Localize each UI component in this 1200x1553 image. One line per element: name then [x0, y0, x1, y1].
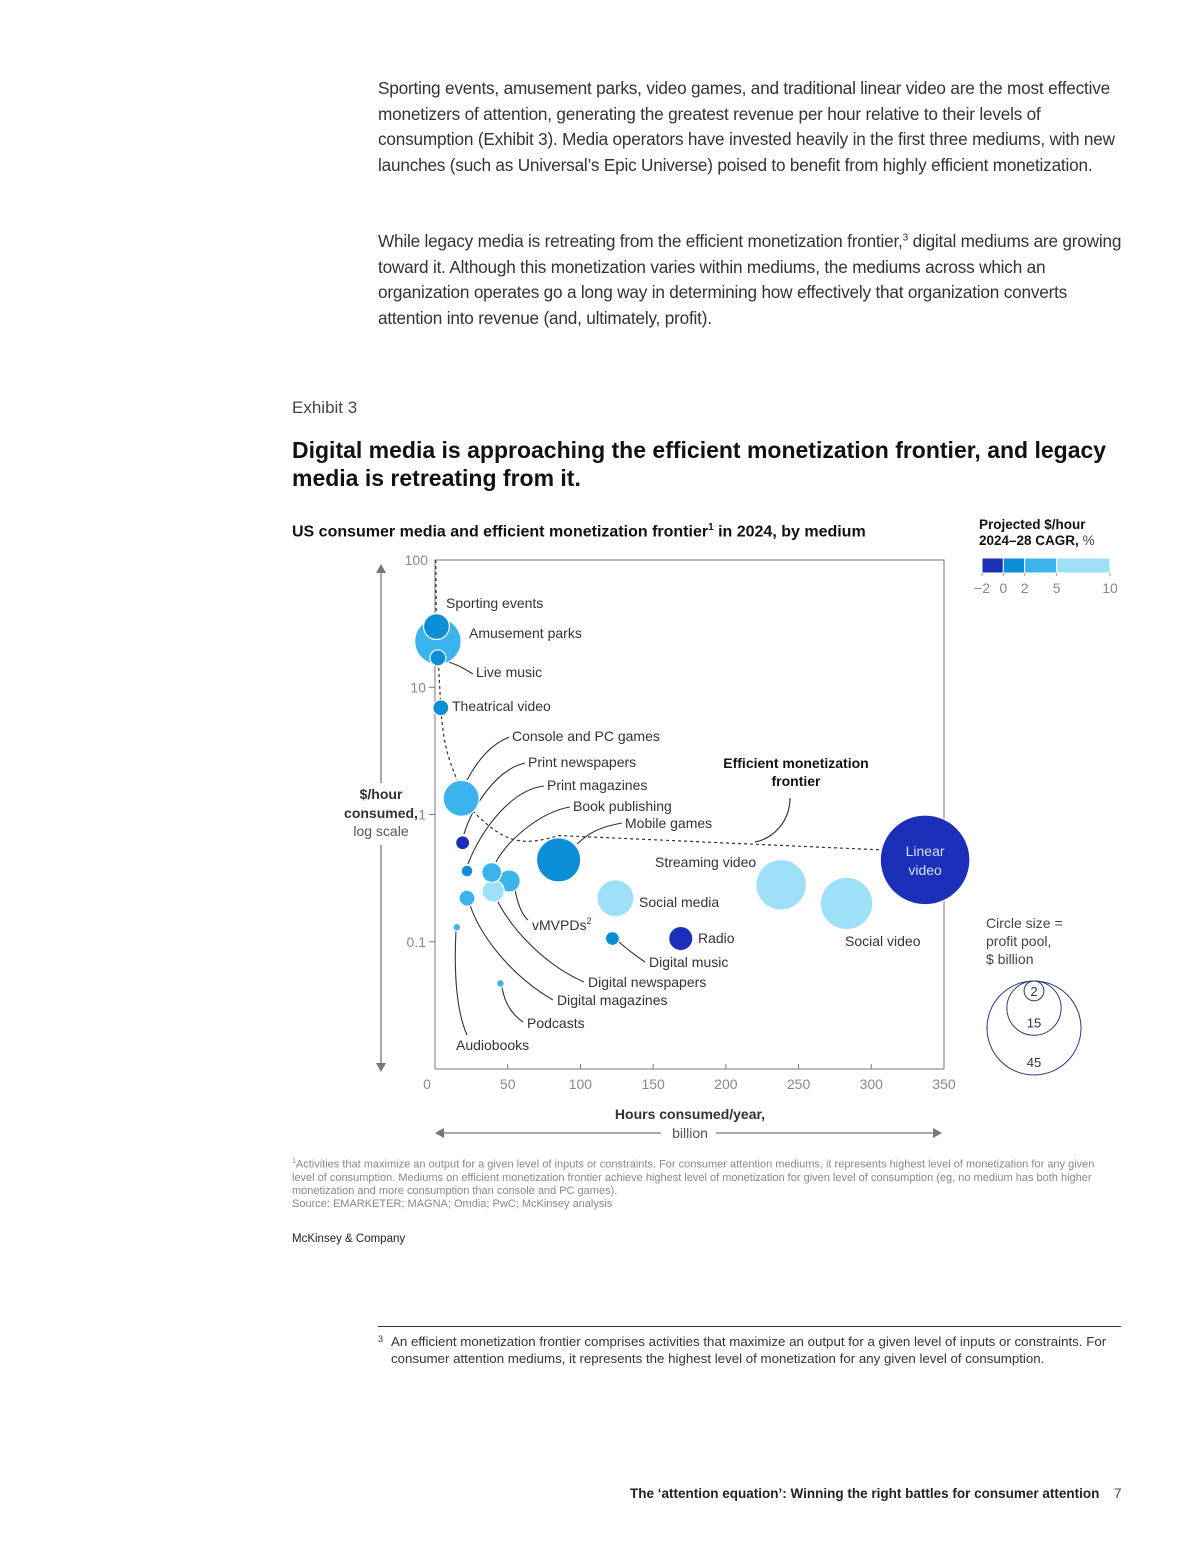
y-axis-label-line1: $/hour [359, 786, 403, 802]
color-legend-tick-label: 5 [1052, 580, 1061, 596]
label-mobile-games: Mobile games [625, 815, 713, 831]
arrow-up-icon [376, 564, 386, 573]
x-tick-label: 250 [786, 1076, 811, 1092]
label-digital-newspapers: Digital newspapers [588, 974, 707, 990]
y-axis-label-line3: log scale [353, 823, 409, 839]
footnote-1 [292, 1155, 1112, 1198]
label-book-publishing: Book publishing [573, 798, 672, 814]
label-linear-video-line1: Linear [905, 842, 945, 859]
page-number: 7 [1114, 1486, 1122, 1501]
leader-digital-music [619, 942, 645, 962]
y-tick-label: 10 [410, 679, 426, 696]
leader-vmvpds [515, 890, 528, 920]
size-legend-title-line: $ billion [986, 951, 1034, 967]
chart-subtitle-text-b: in 2024, by medium [713, 523, 866, 541]
x-tick-label: 200 [714, 1076, 738, 1092]
label-digital-magazines: Digital magazines [557, 992, 668, 1008]
footnote-divider [378, 1326, 1121, 1327]
color-legend-swatch [1025, 558, 1057, 573]
frontier-label-line1: Efficient monetization [723, 755, 869, 771]
x-axis-label-line1: Hours consumed/year, [614, 1106, 766, 1122]
size-legend-label: 15 [1026, 1015, 1042, 1031]
color-legend-swatch [1057, 558, 1110, 573]
color-legend-title-unit: % [1078, 533, 1095, 548]
bubble-streaming-video [756, 860, 807, 911]
color-legend-title-line1: Projected $/hour [979, 517, 1086, 532]
page-footnote-number: 3 [378, 1334, 384, 1344]
label-audiobooks: Audiobooks [456, 1037, 530, 1053]
label-vmvpds: vMVPDs$^2$ [532, 916, 592, 933]
label-social-media: Social media [639, 894, 720, 910]
bubble-linear-video [880, 815, 970, 905]
bubble-mobile-games [536, 838, 580, 882]
label-amusement-parks: Amusement parks [469, 625, 582, 641]
leader-mobile-games [577, 823, 622, 844]
color-legend-tick-label: 2 [1020, 580, 1029, 596]
bubble-social-video [820, 877, 872, 929]
body-paragraph-1: Sporting events, amusement parks, video games, and traditional linear video are the most effective monetizers of attention, generating the greatest revenue per hour relative to their levels of consumption (Exhibit 3). Media operators have invested heavily in the first three mediums, with new launches (such as Universal’s Epic Universe) poised to benefit from highly efficient monetization. [378, 78, 1115, 175]
x-tick-label: 350 [932, 1076, 956, 1092]
label-linear-video-line2: video [908, 861, 942, 878]
footnote-1-text: Activities that maximize an output for a given level of inputs or constraints. For consumer attention mediums, it represents highest level of monetization for any given level of consumption. Mediums on efficient monetization frontier achieve highest level of monetization for given level of consumption (eg, no medium has both higher monetization and more consumption than console and PC games). [292, 1158, 1095, 1197]
point-labels [446, 595, 945, 1053]
bubble-podcasts [497, 980, 505, 988]
bubble-digital-magazines [459, 890, 475, 906]
label-sup: 2 [586, 916, 592, 926]
frontier-label-line2: frontier [771, 773, 821, 789]
bubble-social-media [597, 880, 634, 917]
label-digital-music: Digital music [649, 954, 729, 970]
bubble-print-magazines [461, 865, 473, 877]
size-legend-label: 45 [1026, 1055, 1042, 1070]
color-legend-tick-label: 0 [999, 580, 1008, 596]
label-podcasts: Podcasts [527, 1015, 585, 1031]
bubble-digital-music [605, 932, 619, 946]
bubble-audiobooks [453, 923, 461, 931]
x-tick-label: 50 [499, 1076, 516, 1092]
label-console-and-pc-games: Console and PC games [512, 728, 660, 744]
size-legend-label: 2 [1030, 983, 1038, 999]
color-legend-tick-label: −2 [974, 580, 990, 596]
bubble-sporting-events [424, 614, 450, 640]
arrow-right-icon [933, 1128, 942, 1138]
exhibit-label: Exhibit 3 [292, 398, 358, 417]
source-note: Source: EMARKETER; MAGNA; Omdia; PwC; McKinsey analysis [292, 1197, 613, 1210]
label-streaming-video: Streaming video [655, 854, 757, 870]
leader-live-music [444, 661, 473, 674]
bubble-radio [669, 926, 693, 950]
color-legend-tick-label: 10 [1102, 580, 1118, 596]
chart-subtitle-sup: 1 [708, 522, 714, 533]
paragraph-2-text-b: digital mediums are growing toward it. Although this monetization varies within mediums, the mediums across which an organization operates go a long way in determining how effectively that organization converts attention into revenue (and, ultimately, profit). [378, 231, 1122, 328]
footnote-1-marker: 1 [292, 1158, 296, 1165]
y-tick-label: 100 [404, 552, 428, 568]
y-tick-label: 0.1 [406, 933, 426, 950]
x-tick-label: 100 [568, 1076, 593, 1092]
arrow-down-icon [376, 1063, 386, 1072]
leader-podcasts [502, 987, 523, 1022]
y-axis-label-line2: consumed, [344, 805, 418, 821]
color-legend-title-bold: 2024–28 CAGR, [979, 533, 1079, 548]
arrow-left-icon [435, 1128, 444, 1138]
bubble-console-and-pc-games [443, 780, 479, 816]
label-print-magazines: Print magazines [547, 777, 648, 793]
x-tick-label: 300 [859, 1076, 883, 1092]
color-legend-swatch [982, 558, 1003, 573]
label-radio: Radio [698, 930, 735, 946]
size-legend-title-line: profit pool, [986, 933, 1052, 949]
leader-audiobooks [455, 930, 467, 1035]
exhibit-title: Digital media is approaching the efficient monetization frontier, and legacy media is retreating from it. [292, 437, 1107, 491]
page-footnote-text: An efficient monetization frontier comprises activities that maximize an output for a given level of inputs or constraints. For consumer attention mediums, it represents the highest level of monetization for any given level of consumption. [391, 1334, 1107, 1366]
x-axis-label-line2: billion [672, 1125, 708, 1141]
footer-title: The ‘attention equation’: Winning the right battles for consumer attention [630, 1486, 1100, 1501]
chart-footnotes [292, 1155, 1112, 1211]
label-social-video: Social video [845, 933, 921, 949]
color-legend-swatch [1003, 558, 1024, 573]
bubble-live-music [430, 650, 446, 666]
frontier-leader-line [755, 798, 790, 842]
bubble-book-publishing [482, 863, 502, 883]
paragraph-2-text-a: While legacy media is retreating from the efficient monetization frontier, [378, 231, 903, 251]
footnote-ref-3[interactable]: 3 [902, 232, 909, 244]
size-legend-title-line: Circle size = [986, 915, 1063, 931]
label-print-newspapers: Print newspapers [528, 754, 637, 770]
y-tick-label: 1 [418, 806, 426, 823]
leader-digital-newspapers [497, 900, 584, 982]
x-tick-label: 0 [423, 1076, 431, 1092]
x-tick-label: 150 [641, 1076, 665, 1092]
legends [974, 558, 1118, 1075]
label-live-music: Live music [476, 664, 543, 680]
label-sporting-events: Sporting events [446, 595, 544, 611]
page-footnote-3 [378, 1333, 1118, 1367]
label-theatrical-video: Theatrical video [452, 698, 551, 714]
brand-name: McKinsey & Company [292, 1233, 406, 1245]
bubble-theatrical-video [433, 700, 449, 716]
chart-subtitle-text: US consumer media and efficient monetization frontier [292, 523, 709, 541]
leader-console-and-pc-games [467, 737, 509, 780]
bubble-digital-newspapers [482, 880, 504, 902]
bubble-print-newspapers [456, 836, 470, 850]
